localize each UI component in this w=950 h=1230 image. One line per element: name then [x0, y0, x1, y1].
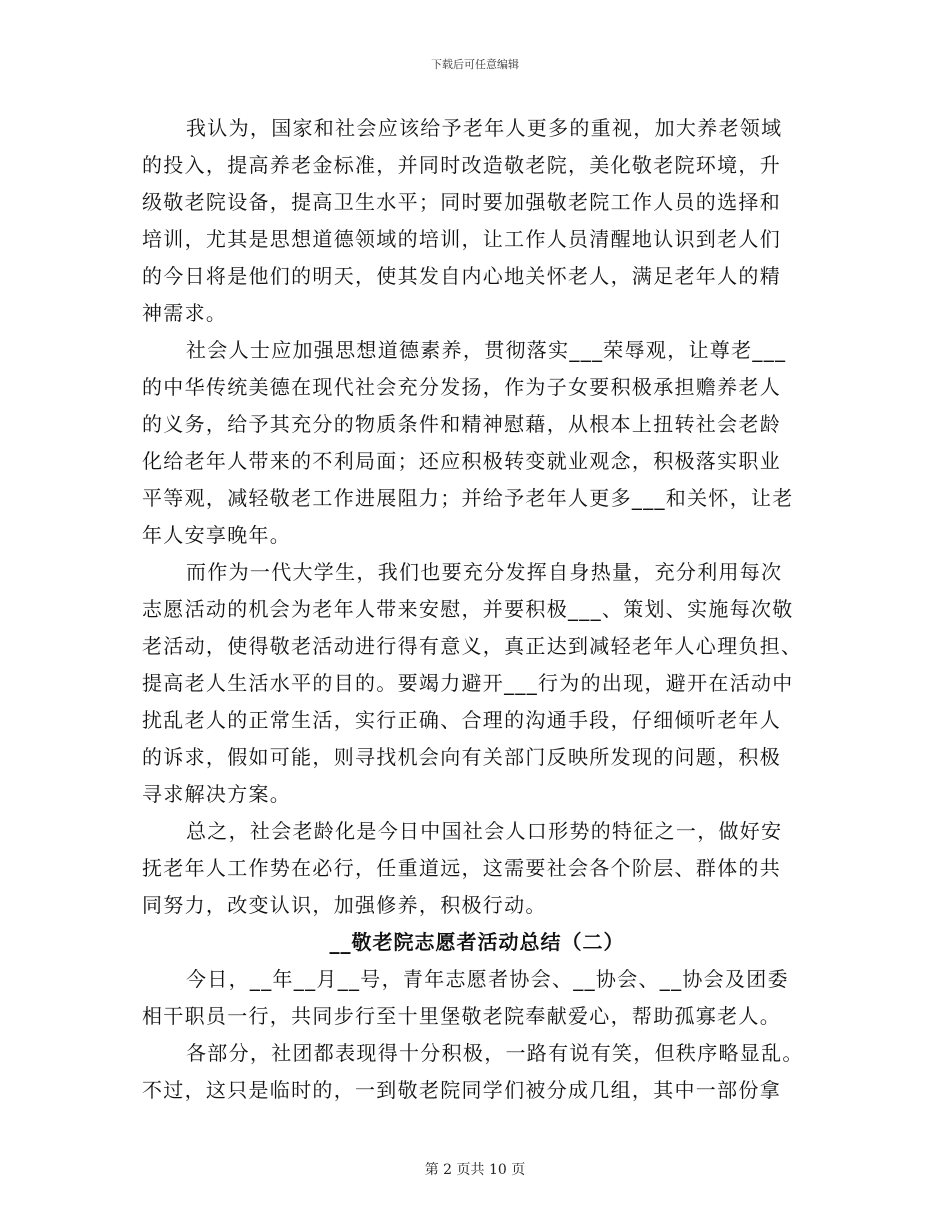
text-line: 扰乱老人的正常生活，实行正确、合理的沟通手段，仔细倾听老年人 — [142, 708, 781, 732]
text-line: 我认为，国家和社会应该给予老年人更多的重视，加大养老领域 — [186, 116, 783, 140]
text-line: 平等观，减轻敬老工作进展阻力；并给予老年人更多___和关怀，让老 — [142, 486, 794, 510]
text-line: 而作为一代大学生，我们也要充分发挥自身热量，充分利用每次 — [186, 560, 783, 584]
text-line: 抚老年人工作势在必行，任重道远，这需要社会各个阶层、群体的共 — [142, 856, 781, 880]
text-line: 总之，社会老龄化是今日中国社会人口形势的特征之一，做好安 — [186, 819, 783, 843]
text-line: 相干职员一行，共同步行至十里堡敬老院奉献爱心，帮助孤寡老人。 — [142, 1004, 781, 1028]
text-line: 不过，这只是临时的，一到敬老院同学们被分成几组，其中一部份拿 — [142, 1078, 781, 1102]
text-line: 各部分，社团都表现得十分积极，一路有说有笑，但秩序略显乱。 — [186, 1041, 804, 1065]
page-footer: 第 2 页共 10 页 — [424, 1162, 526, 1178]
text-line: 的义务，给予其充分的物质条件和精神慰藉，从根本上扭转社会老龄 — [142, 412, 781, 436]
text-line: 级敬老院设备，提高卫生水平；同时要加强敬老院工作人员的选择和 — [142, 190, 781, 214]
text-line: 神需求。 — [142, 301, 228, 325]
text-line: 培训，尤其是思想道德领域的培训，让工作人员清醒地认识到老人们 — [142, 227, 781, 251]
text-line: 化给老年人带来的不利局面；还应积极转变就业观念，积极落实职业 — [142, 449, 781, 473]
section-title: __敬老院志愿者活动总结（二） — [329, 930, 625, 954]
text-line: 年人安享晚年。 — [142, 523, 292, 547]
page-header: 下载后可任意编辑 — [431, 58, 519, 71]
text-line: 的中华传统美德在现代社会充分发扬，作为子女要积极承担赡养老人 — [142, 375, 781, 399]
text-line: 社会人士应加强思想道德素养，贯彻落实___荣辱观，让尊老___ — [186, 338, 787, 362]
text-line: 的投入，提高养老金标准，并同时改造敬老院，美化敬老院环境，升 — [142, 153, 781, 177]
text-line: 提高老人生活水平的目的。要竭力避开___行为的出现，避开在活动中 — [142, 671, 794, 695]
text-line: 老活动，使得敬老活动进行得有意义，真正达到减轻老年人心理负担、 — [142, 634, 803, 658]
document-body — [142, 110, 812, 1109]
text-line: 的诉求，假如可能，则寻找机会向有关部门反映所发现的问题，积极 — [142, 745, 781, 769]
text-line: 今日，__年__月__号，青年志愿者协会、__协会、__协会及团委 — [186, 967, 789, 991]
text-line: 志愿活动的机会为老年人带来安慰，并要积极___、策划、实施每次敬 — [142, 597, 794, 621]
text-line: 的今日将是他们的明天，使其发自内心地关怀老人，满足老年人的精 — [142, 264, 781, 288]
text-line: 寻求解决方案。 — [142, 782, 292, 806]
text-line: 同努力，改变认识，加强修养，积极行动。 — [142, 893, 547, 917]
